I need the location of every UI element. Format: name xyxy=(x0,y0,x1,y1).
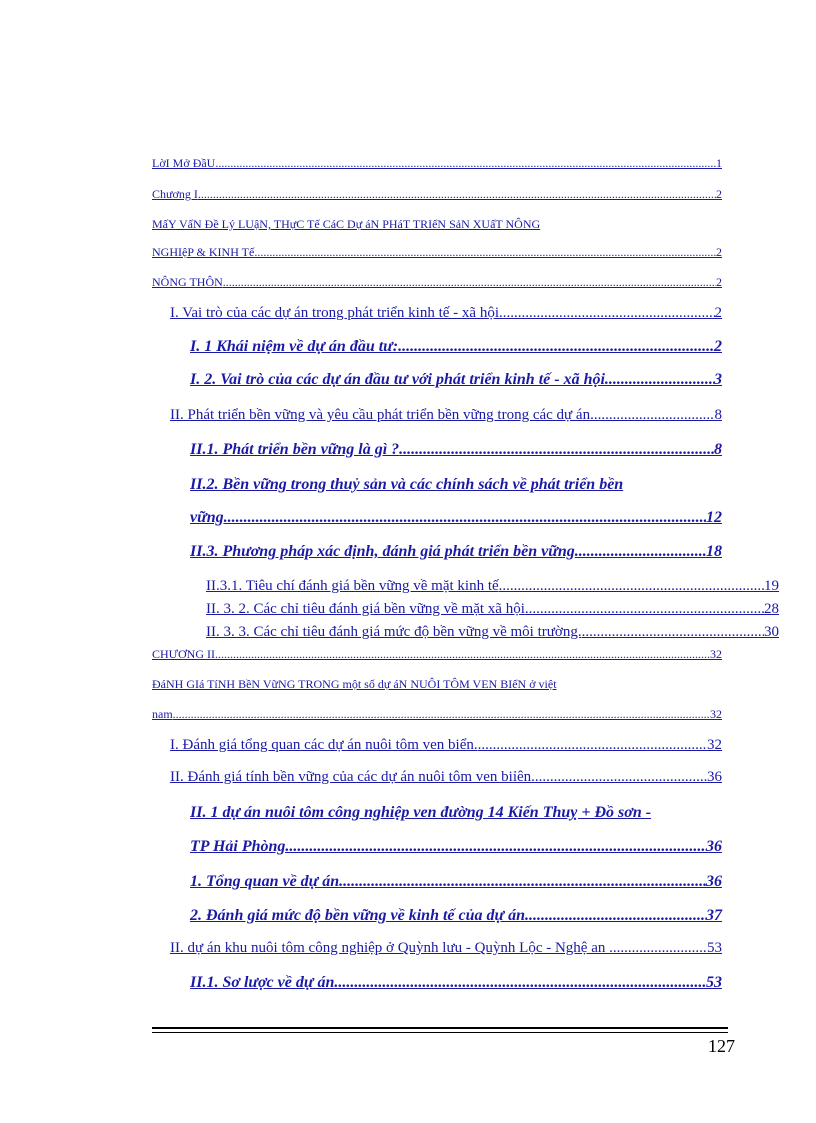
toc-entry-tieu-chi-kinh-te[interactable]: II.3.1. Tiêu chí đánh giá bền vững về mặt kinh tế ..... 19 xyxy=(206,578,779,595)
toc-entry-nam[interactable]: nam ..... 32 xyxy=(152,707,722,722)
footer-rule-thick xyxy=(152,1027,728,1029)
toc-entry-phat-trien-ben-vung[interactable]: II. Phát triển bền vững và yêu cầu phát triển bền vững trong các dự án ..... 8 xyxy=(170,407,722,424)
toc-entry-loi-mo-dau[interactable]: LờI Mở ĐầU ..... 1 xyxy=(152,156,722,171)
toc-entry-tp-hai-phong[interactable]: TP Hải Phòng. ..... 36 xyxy=(190,838,722,856)
toc-entry-vai-tro-du-an-dau-tu[interactable]: I. 2. Vai trò của các dự án đầu tư với phát triển kinh tế - xã hội ..... 3 xyxy=(190,371,722,389)
toc-entry-chuong-2[interactable]: CHƯƠNG II ..... 32 xyxy=(152,647,722,662)
toc-entry-nghiep-kinh-te[interactable]: NGHIệP & KINH Tế ..... 2 xyxy=(152,245,722,260)
toc-entry-du-an-nuoi-tom-14[interactable]: II. 1 dự án nuôi tôm công nghiệp ven đường 14 Kiến Thuỵ + Đồ sơn - xyxy=(190,804,652,821)
toc-entry-tinh-ben-vung-du-an[interactable]: II. Đánh giá tính bền vững của các dự án nuôi tôm ven biỉên. ..... 36 xyxy=(170,769,722,786)
footer-rule-thin xyxy=(152,1032,728,1033)
toc-entry-khai-niem-du-an[interactable]: I. 1 Khái niệm về dự án đầu tư: ..... 2 xyxy=(190,338,722,356)
toc-entry-tong-quan[interactable]: 1. Tổng quan về dự án ..... 36 xyxy=(190,873,722,891)
toc-entry-chi-tieu-xa-hoi[interactable]: II. 3. 2. Các chỉ tiêu đánh giá bền vững về mặt xã hội ..... 28 xyxy=(206,601,779,618)
toc-entry-so-luoc-du-an[interactable]: II.1. Sơ lược về dự án ..... 53 xyxy=(190,974,722,992)
toc-entry-phuong-phap[interactable]: II.3. Phương pháp xác định, đánh giá phát triển bền vững ..... 18 xyxy=(190,543,722,561)
toc-entry-ben-vung-thuy-san[interactable]: II.2. Bền vững trong thuỷ sản và các chính sách về phát triển bền xyxy=(190,476,624,493)
toc-entry-danh-gia-tinh-ben-vung[interactable]: ĐáNH GIá TíNH BềN VữNG TRONG một số dự áN NUÔI TÔM VEN BIểN ở việt xyxy=(152,677,557,691)
toc-entry-vung[interactable]: vững ..... 12 xyxy=(190,509,722,527)
toc-entry-nong-thon[interactable]: NÔNG THÔN ..... 2 xyxy=(152,275,722,290)
toc-entry-may-van-de[interactable]: MấY VấN Đề Lý LUậN, THựC Tế CáC Dự áN PHáT TRIểN SảN XUấT NÔNG xyxy=(152,217,541,231)
toc-entry-chi-tieu-moi-truong[interactable]: II. 3. 3. Các chỉ tiêu đánh giá mức độ bền vững về môi trường. ..... 30 xyxy=(206,624,779,641)
toc-entry-quynh-luu[interactable]: II. dự án khu nuôi tôm công nghiệp ở Quỳnh lưu - Quỳnh Lộc - Nghệ an . ..... 53 xyxy=(170,940,722,957)
toc-entry-chuong-1[interactable]: Chương I ..... 2 xyxy=(152,187,722,202)
toc-entry-tong-quan-du-an[interactable]: I. Đánh giá tổng quan các dự án nuôi tôm ven biển. ..... 32 xyxy=(170,737,722,754)
toc-entry-ben-vung-kinh-te[interactable]: 2. Đánh giá mức độ bền vững về kinh tế của dự án ..... 37 xyxy=(190,907,722,925)
page-number: 127 xyxy=(708,1036,735,1056)
toc-entry-phat-trien-ben-vung-la-gi[interactable]: II.1. Phát triển bền vững là gì ? ..... 8 xyxy=(190,441,722,459)
toc-entry-vai-tro-du-an[interactable]: I. Vai trò của các dự án trong phát triển kinh tế - xã hội ..... 2 xyxy=(170,305,722,322)
